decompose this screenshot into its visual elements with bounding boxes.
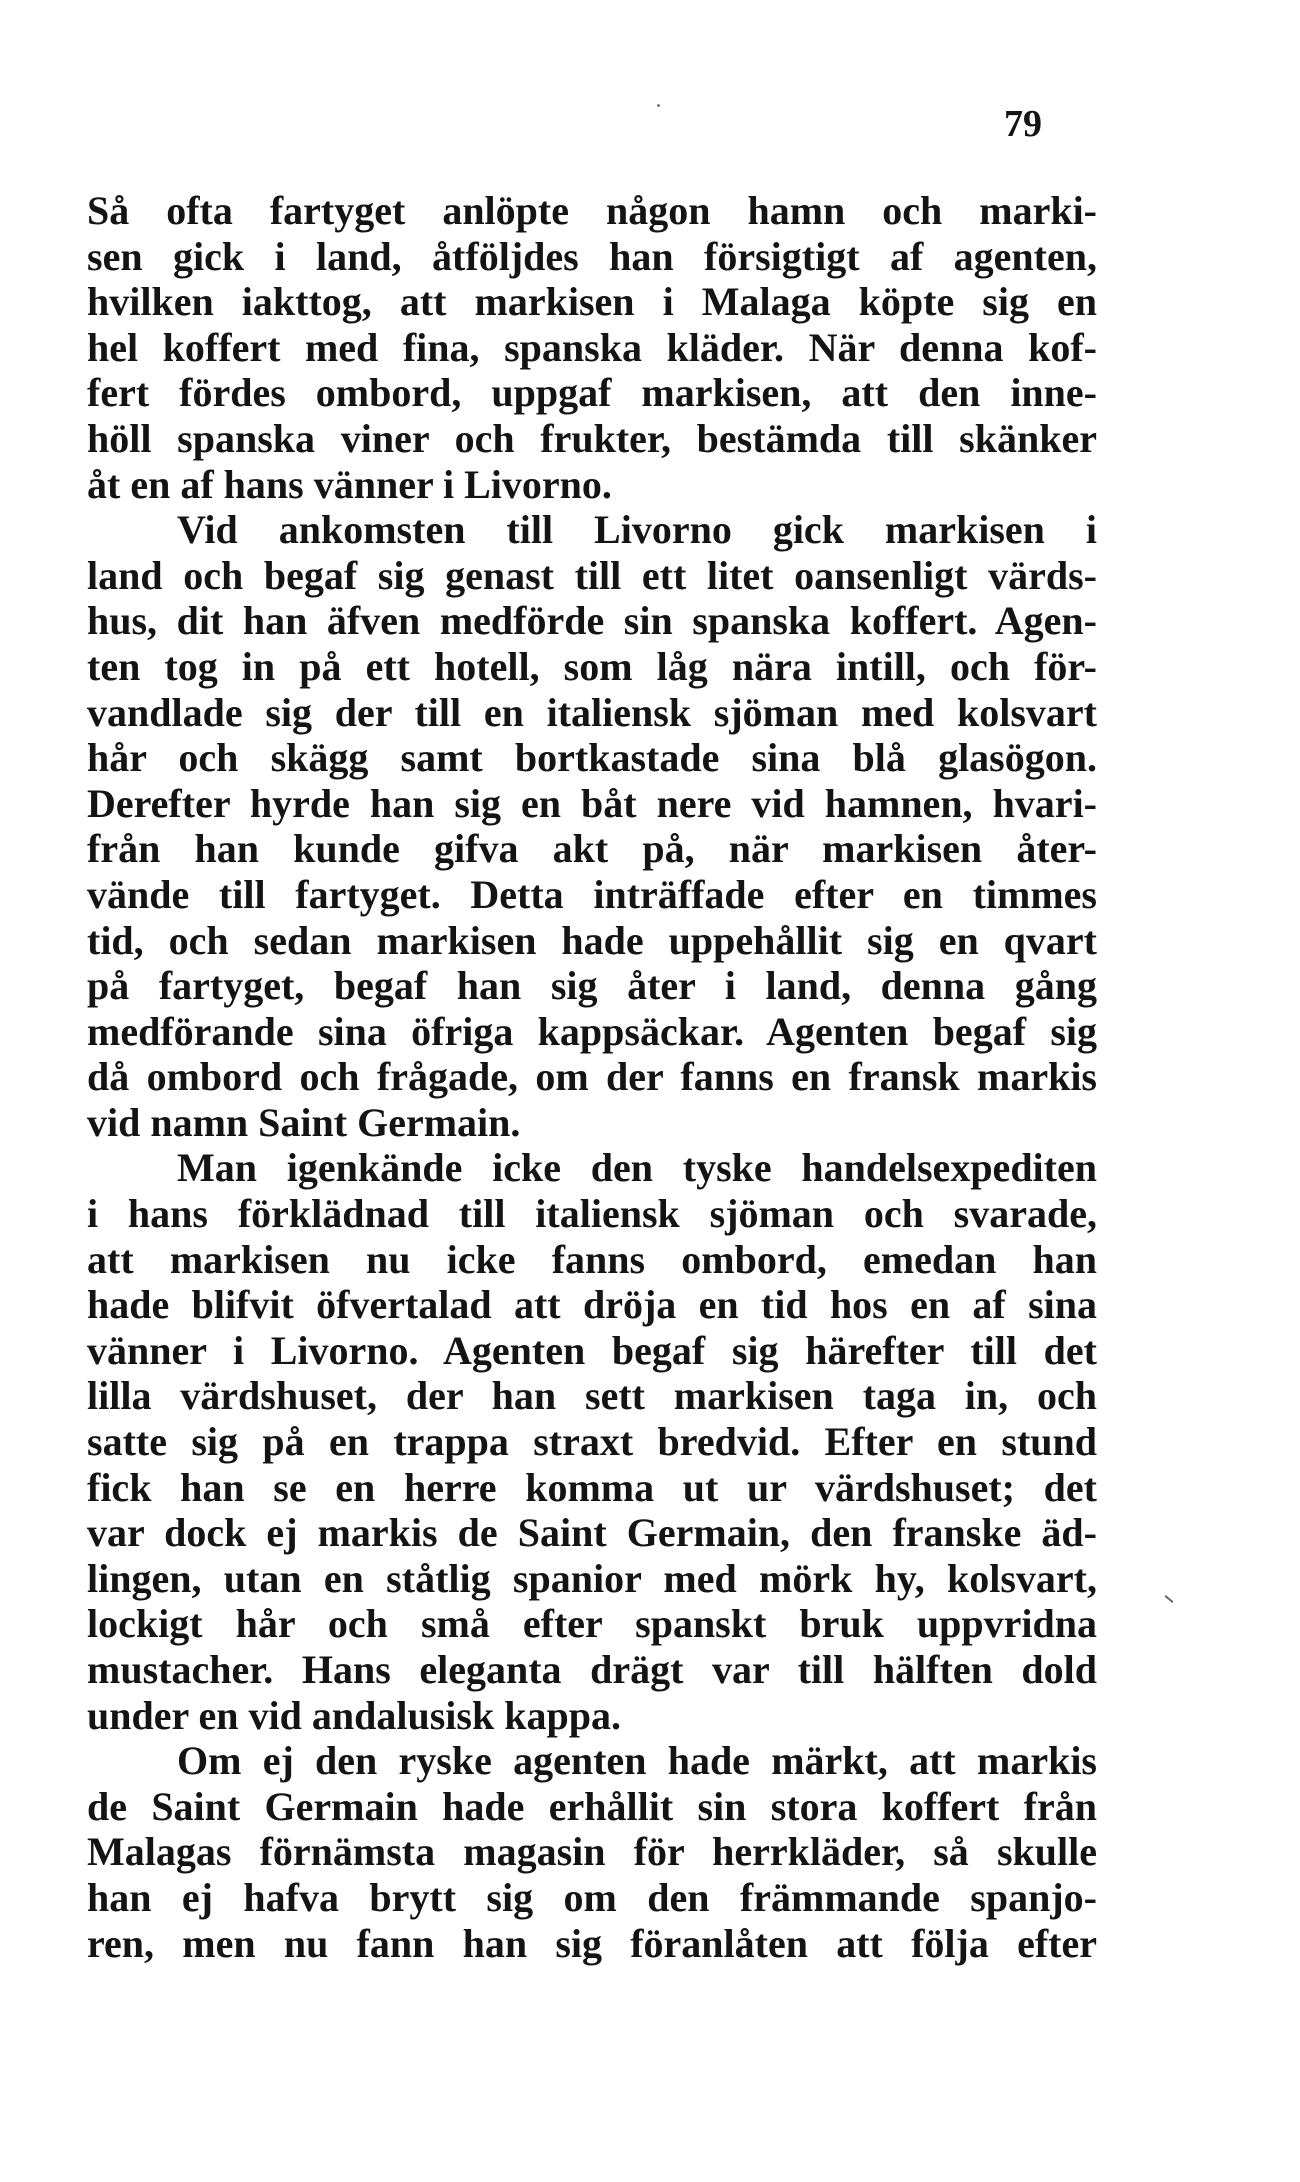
text-line: hade blifvit öfvertalad att dröja en tid hos en af sina: [87, 1282, 1097, 1328]
text-line: hus, dit han äfven medförde sin spanska koffert. Agen-: [87, 598, 1097, 644]
text-line: då ombord och frågade, om der fanns en fransk markis: [87, 1054, 1097, 1100]
text-line: vände till fartyget. Detta inträffade efter en timmes: [87, 871, 1097, 917]
text-line: Malagas förnämsta magasin för herrkläder, så skulle: [87, 1829, 1097, 1875]
text-line: höll spanska viner och frukter, bestämda till skänker: [87, 415, 1097, 461]
text-line: i hans förklädnad till italiensk sjöman och svarade,: [87, 1191, 1097, 1237]
text-line: på fartyget, begaf han sig åter i land, denna gång: [87, 963, 1097, 1009]
text-line: de Saint Germain hade erhållit sin stora koffert från: [87, 1783, 1097, 1829]
text-line: han ej hafva brytt sig om den främmande spanjo-: [87, 1874, 1097, 1920]
body-text: [87, 188, 1097, 1966]
margin-mark: [1165, 1595, 1174, 1603]
text-line: Derefter hyrde han sig en båt nere vid hamnen, hvari-: [87, 780, 1097, 826]
text-line: Vid ankomsten till Livorno gick markisen i: [177, 507, 1097, 553]
text-line: ren, men nu fann han sig föranlåten att följa efter: [87, 1920, 1097, 1966]
text-line: hel koffert med fina, spanska kläder. När denna kof-: [87, 324, 1097, 370]
text-line: hvilken iakttog, att markisen i Malaga köpte sig en: [87, 279, 1097, 325]
text-line: åt en af hans vänner i Livorno.: [87, 461, 612, 507]
text-line: under en vid andalusisk kappa.: [87, 1692, 621, 1738]
text-line: lingen, utan en ståtlig spanior med mörk hy, kolsvart,: [87, 1555, 1097, 1601]
text-line: mustacher. Hans eleganta drägt var till hälften dold: [87, 1647, 1097, 1692]
text-line: Man igenkände icke den tyske handelsexpediten: [177, 1145, 1097, 1191]
text-line: var dock ej markis de Saint Germain, den franske äd-: [87, 1510, 1097, 1556]
text-line: Om ej den ryske agenten hade märkt, att markis: [177, 1738, 1097, 1784]
text-line: tid, och sedan markisen hade uppehållit sig en qvart: [87, 917, 1097, 963]
text-line: vandlade sig der till en italiensk sjöman med kolsvart: [87, 689, 1097, 735]
text-line: fert fördes ombord, uppgaf markisen, att den inne-: [87, 370, 1097, 416]
page-number: 79: [1004, 103, 1042, 145]
text-line: ten tog in på ett hotell, som låg nära intill, och för-: [87, 643, 1097, 689]
text-line: hår och skägg samt bortkastade sina blå glasögon.: [87, 735, 1097, 781]
text-line: vänner i Livorno. Agenten begaf sig härefter till det: [87, 1327, 1097, 1373]
text-line: vid namn Saint Germain.: [87, 1099, 521, 1145]
text-line: fick han se en herre komma ut ur värdshuset; det: [87, 1464, 1097, 1510]
print-speck: [657, 104, 660, 107]
text-line: Så ofta fartyget anlöpte någon hamn och marki-: [87, 188, 1097, 233]
text-line: sen gick i land, åtföljdes han försigtigt af agenten,: [87, 233, 1097, 279]
text-line: att markisen nu icke fanns ombord, emedan han: [87, 1236, 1097, 1282]
text-line: land och begaf sig genast till ett litet oansenligt värds-: [87, 552, 1097, 598]
text-line: medförande sina öfriga kappsäckar. Agenten begaf sig: [87, 1008, 1097, 1054]
text-line: lilla värdshuset, der han sett markisen taga in, och: [87, 1373, 1097, 1419]
text-line: lockigt hår och små efter spanskt bruk uppvridna: [87, 1601, 1097, 1647]
text-line: från han kunde gifva akt på, när markisen åter-: [87, 826, 1097, 872]
text-line: satte sig på en trappa straxt bredvid. Efter en stund: [87, 1419, 1097, 1465]
